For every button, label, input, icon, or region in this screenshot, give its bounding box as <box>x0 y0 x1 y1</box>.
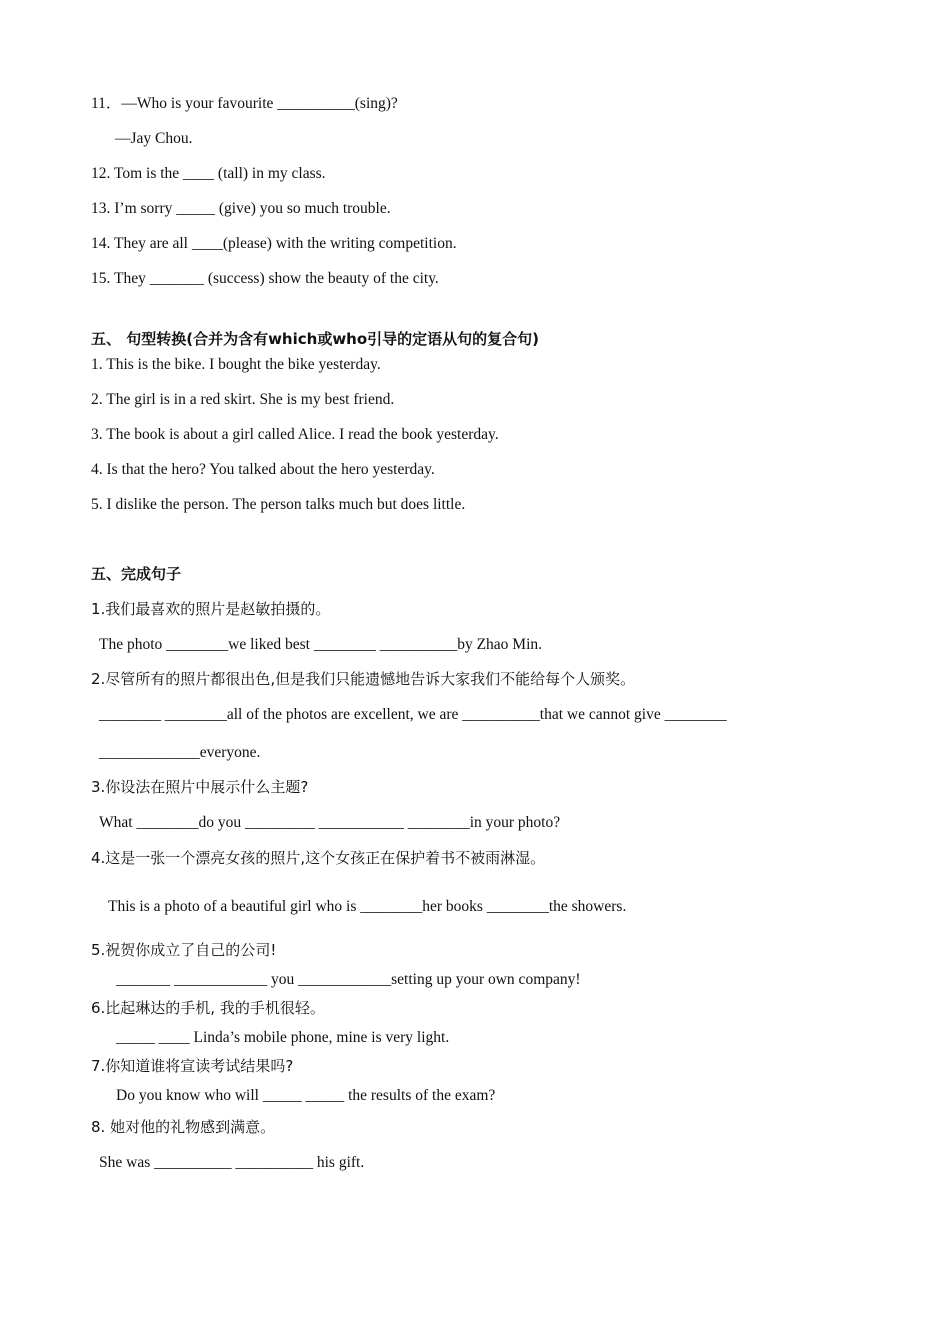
complete-q5-chinese: 5.祝贺你成立了自己的公司! <box>91 941 277 959</box>
complete-q1-chinese: 1.我们最喜欢的照片是赵敏拍摄的。 <box>91 600 331 618</box>
transform-item-1: 1. This is the bike. I bought the bike yesterday. <box>91 356 381 373</box>
complete-q8-english: She was __________ __________ his gift. <box>99 1154 365 1171</box>
transform-item-3: 3. The book is about a girl called Alice. I read the book yesterday. <box>91 426 499 443</box>
fill-item-12: 12. Tom is the ____ (tall) in my class. <box>91 165 326 182</box>
complete-q1-english: The photo ________we liked best ________ __________by Zhao Min. <box>99 636 542 653</box>
complete-q2-chinese: 2.尽管所有的照片都很出色,但是我们只能遗憾地告诉大家我们不能给每个人颁奖。 <box>91 670 636 688</box>
complete-q8-chinese: 8. 她对他的礼物感到满意。 <box>91 1118 276 1136</box>
complete-q5-english: _______ ____________ you ____________setting up your own company! <box>116 971 581 988</box>
complete-q4-chinese: 4.这是一张一个漂亮女孩的照片,这个女孩正在保护着书不被雨淋湿。 <box>91 849 546 867</box>
section-heading-complete: 五、完成句子 <box>91 565 182 583</box>
complete-q3-english: What ________do you _________ ___________ ________in your photo? <box>99 814 561 831</box>
transform-item-4: 4. Is that the hero? You talked about the hero yesterday. <box>91 461 435 478</box>
fill-item-13: 13. I’m sorry _____ (give) you so much trouble. <box>91 200 391 217</box>
complete-q2-english-line2: _____________everyone. <box>99 744 261 761</box>
transform-item-5: 5. I dislike the person. The person talks much but does little. <box>91 496 466 513</box>
complete-q6-chinese: 6.比起琳达的手机, 我的手机很轻。 <box>91 999 325 1017</box>
transform-item-2: 2. The girl is in a red skirt. She is my best friend. <box>91 391 395 408</box>
section-heading-transform: 五、 句型转换(合并为含有which或who引导的定语从句的复合句) <box>91 330 540 348</box>
complete-q4-english: This is a photo of a beautiful girl who is ________her books ________the showers. <box>108 898 627 915</box>
fill-item-15: 15. They _______ (success) show the beauty of the city. <box>91 270 439 287</box>
fill-item-11-answer: —Jay Chou. <box>115 130 193 147</box>
complete-q2-english-line1: ________ ________all of the photos are excellent, we are __________that we cannot give ________ <box>99 706 727 723</box>
fill-item-11: 11．—Who is your favourite __________(sing)? <box>91 95 398 112</box>
complete-q7-english: Do you know who will _____ _____ the results of the exam? <box>116 1087 496 1104</box>
complete-q7-chinese: 7.你知道谁将宣读考试结果吗? <box>91 1057 294 1075</box>
complete-q3-chinese: 3.你设法在照片中展示什么主题? <box>91 778 309 796</box>
complete-q6-english: _____ ____ Linda’s mobile phone, mine is very light. <box>116 1029 450 1046</box>
fill-item-14: 14. They are all ____(please) with the writing competition. <box>91 235 457 252</box>
